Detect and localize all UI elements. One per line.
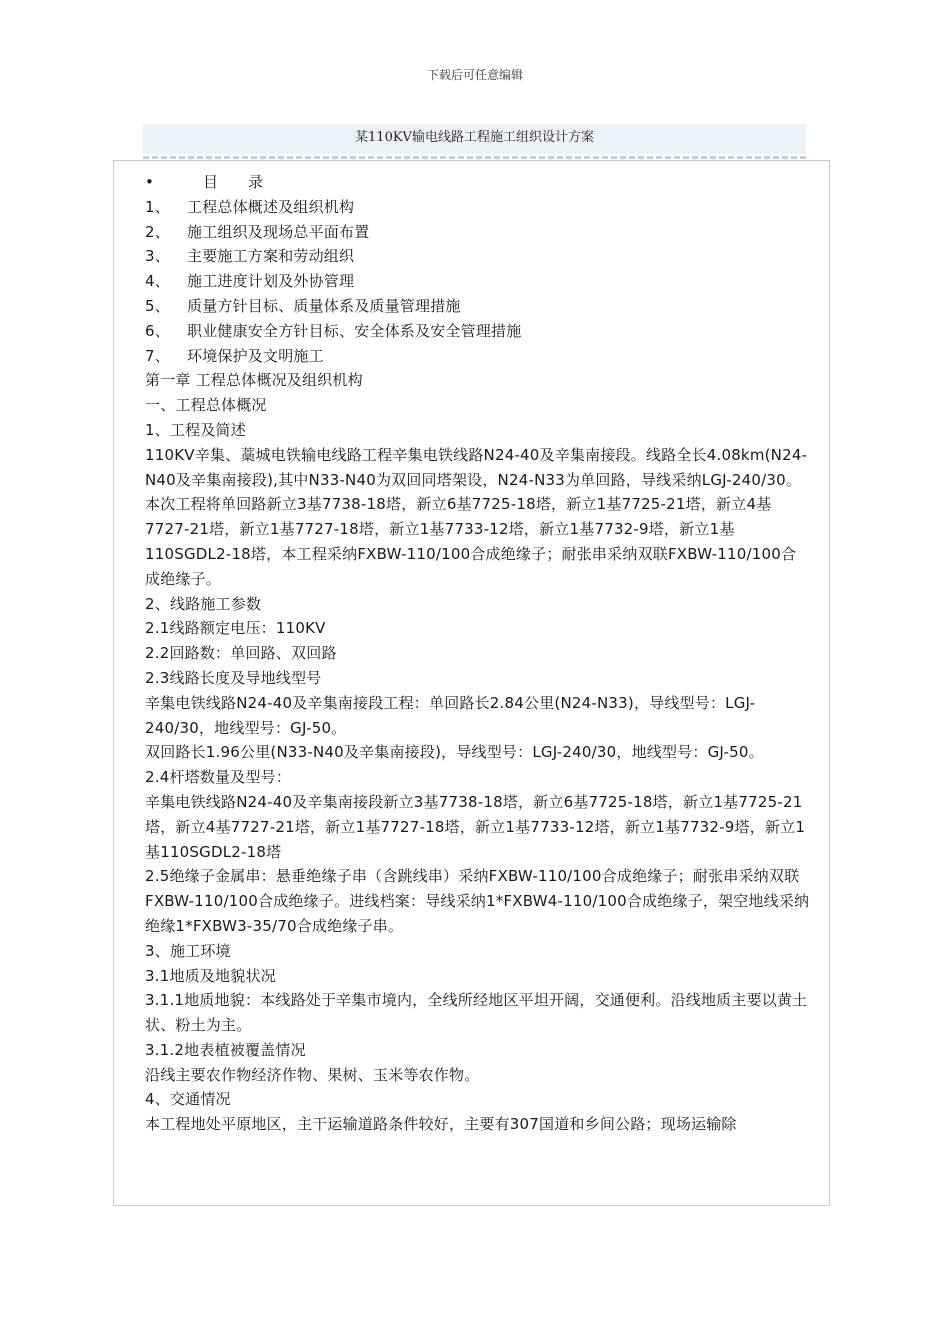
document-title: 某110KV输电线路工程施工组织设计方案 [143,124,806,154]
toc-title: 目 录 [203,173,264,191]
toc-item-number: 7、 [145,346,170,365]
parameter-line: 3.1.2地表植被覆盖情况 [145,1040,306,1059]
document-body [145,170,810,1137]
bullet-icon: • [145,173,155,191]
toc-item [145,244,810,269]
header-note: 下载后可任意编辑 [426,68,523,82]
paragraph: 双回路长1.96公里(N33-N40及辛集南接段)，导线型号：LGJ-240/30，地线型号：GJ-50。 [145,743,764,762]
toc-item-label: 工程总体概述及组织机构 [187,197,355,216]
paragraph: 本次工程将单回路新立3基7738-18塔，新立6基7725-18塔，新立1基7725-21塔，新立4基7727-21塔，新立1基7727-18塔，新立1基7733-12塔，新立1基7732-9塔，新立1基110SGDL2-18塔，本工程采纳FXBW-110/100合成绝缘子；耐张串采纳双联FXBW-110/100合成绝缘子。 [145,495,797,588]
toc-heading [145,170,810,195]
parameter-line: 2.4杆塔数量及型号： [145,768,292,787]
toc-item-label: 质量方针目标、质量体系及质量管理措施 [187,296,461,315]
parameter-line: 3.1地质及地貌状况 [145,966,276,985]
parameter-line: 2.3线路长度及导地线型号 [145,668,322,687]
paragraph: 2.5绝缘子金属串：悬垂绝缘子串（含跳线串）采纳FXBW-110/100合成绝缘子；耐张串采纳双联FXBW-110/100合成绝缘子。进线档案：导线采纳1*FXBW4-110/100合成绝缘子，架空地线采纳绝缘1*FXBW3-35/70合成绝缘子串。 [145,867,810,935]
paragraph: 辛集电铁线路N24-40及辛集南接段新立3基7738-18塔，新立6基7725-18塔，新立1基7725-21塔，新立4基7727-21塔，新立1基7727-18塔，新立1基7733-12塔，新立1基7732-9塔，新立1基110SGDL2-18塔 [145,792,806,861]
section-heading: 一、工程总体概况 [145,396,267,415]
toc-item-number: 5、 [145,296,170,315]
toc-item-label: 职业健康安全方针目标、安全体系及安全管理措施 [187,321,522,340]
paragraph: 110KV辛集、藁城电铁输电线路工程辛集电铁线路N24-40及辛集南接段。线路全长4.08km(N24-N40及辛集南接段),其中N33-N40为双回同塔架设，N24-N33为单回路，导线采纳LGJ-240/30。 [145,445,808,489]
toc-item-label: 环境保护及文明施工 [187,346,324,365]
toc-item [145,220,810,245]
toc-item-number: 3、 [145,247,170,266]
subsection-heading: 3、施工环境 [145,941,231,960]
toc-item [145,344,810,369]
title-divider [143,156,806,159]
toc-item-number: 4、 [145,272,170,291]
toc-item [145,269,810,294]
paragraph: 本工程地处平原地区，主干运输道路条件较好，主要有307国道和乡间公路；现场运输除 [145,1115,737,1134]
toc-item [145,294,810,319]
toc-item-number: 6、 [145,321,170,340]
toc-item-label: 施工进度计划及外协管理 [187,272,355,291]
paragraph: 沿线主要农作物经济作物、果树、玉米等农作物。 [145,1065,480,1084]
toc-item [145,319,810,344]
parameter-line: 2.1线路额定电压：110KV [145,619,326,638]
toc-item-number: 2、 [145,222,170,241]
parameter-line: 2.2回路数：单回路、双回路 [145,644,337,663]
paragraph: 辛集电铁线路N24-40及辛集南接段工程：单回路长2.84公里(N24-N33)，导线型号：LGJ-240/30，地线型号：GJ-50。 [145,693,756,737]
paragraph: 3.1.1地质地貌：本线路处于辛集市境内，全线所经地区平坦开阔，交通便利。沿线地质主要以黄土状、粉土为主。 [145,991,808,1035]
chapter-heading: 第一章 工程总体概况及组织机构 [145,371,363,390]
toc-item-number: 1、 [145,197,170,216]
subsection-heading: 1、工程及简述 [145,420,246,439]
subsection-heading: 2、线路施工参数 [145,594,262,613]
toc-item [145,195,810,220]
toc-item-label: 主要施工方案和劳动组织 [187,247,355,266]
subsection-heading: 4、交通情况 [145,1090,231,1109]
toc-item-label: 施工组织及现场总平面布置 [187,222,370,241]
